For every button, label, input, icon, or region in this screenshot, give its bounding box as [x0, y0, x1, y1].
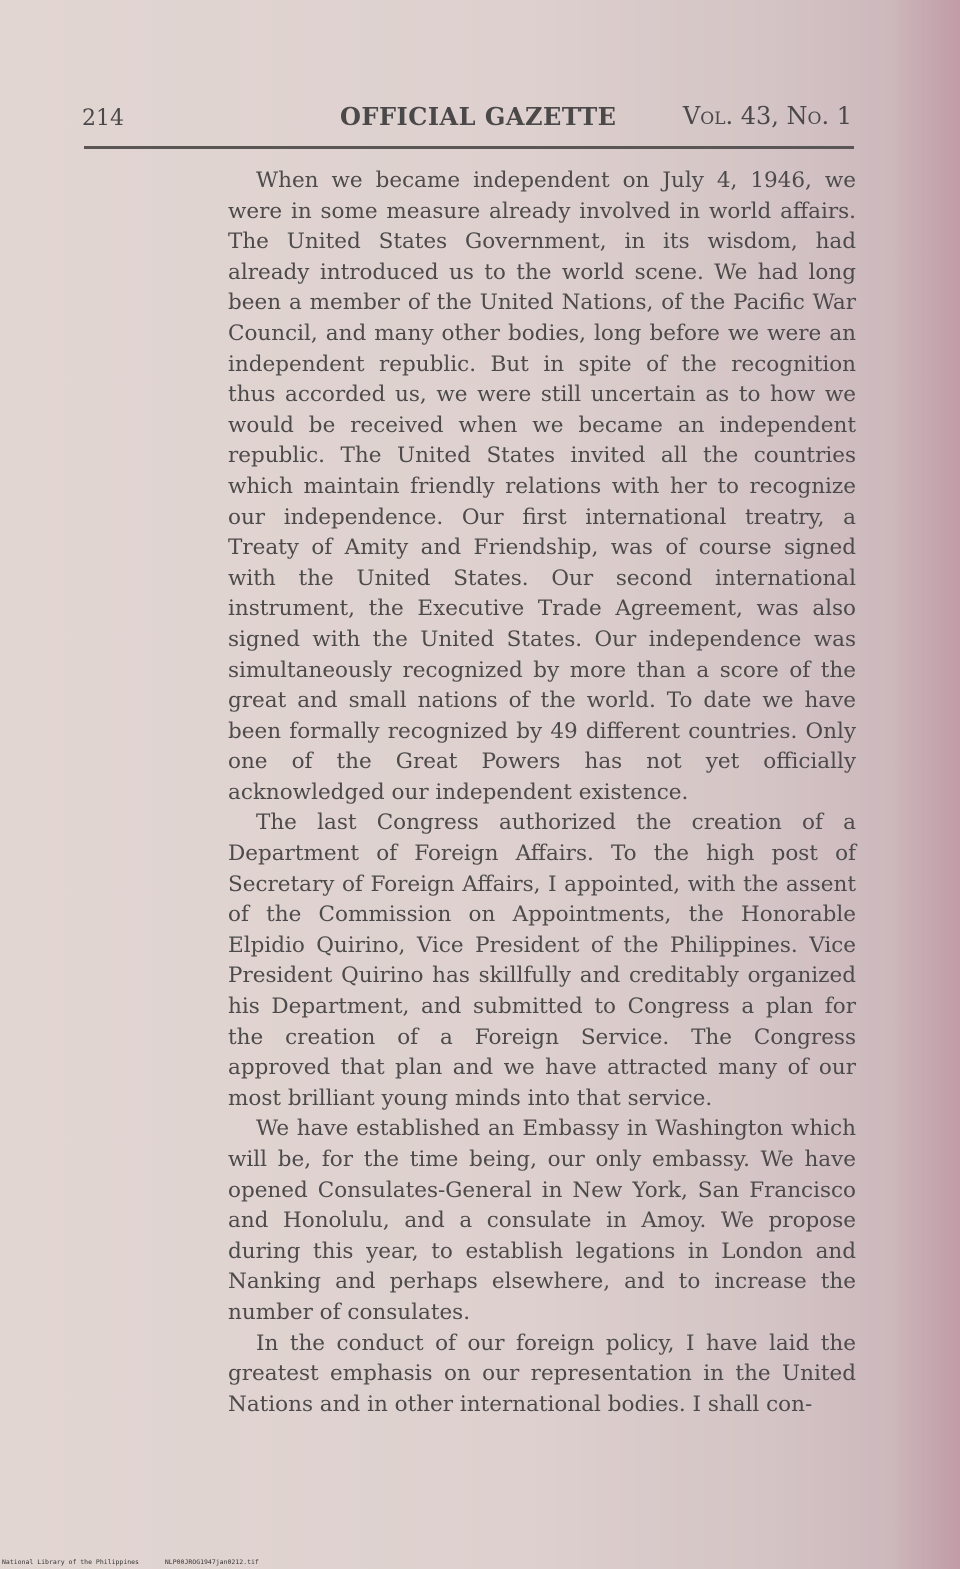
paragraph-foreign-affairs: The last Congress authorized the creation of a Department of Foreign Affairs. To the high post of Secretary of Foreign Affairs, I appointed, with the assent of the Commission on Appointments, the Honorable Elpidio Quirino, Vice President of the Philippines. Vice President Quirino has skillfully and creditably organized his Department, and submitted to Congress a plan for the creation of a Foreign Service. The Congress approved that plan and we have attracted many of our most brilliant young minds into that service.: [228, 810, 856, 1111]
scan-filename: NLP00JROG1947jan0212.tif: [164, 1558, 259, 1566]
publication-title: OFFICIAL GAZETTE: [340, 102, 617, 131]
article-body: [228, 166, 856, 1420]
scan-footer: [2, 1558, 281, 1566]
header-rule: [84, 146, 854, 149]
paragraph-embassy: We have established an Embassy in Washington which will be, for the time being, our only embassy. We have opened Consulates-General in New York, San Francisco and Honolulu, and a consulate in Amoy. We propose during this year, to establish legations in London and Nanking and perhaps elsewhere, and to increase the number of consulates.: [228, 1116, 856, 1325]
paragraph-foreign-policy: In the conduct of our foreign policy, I have laid the greatest emphasis on our representation in the United Nations and in other international bodies. I shall con-: [228, 1330, 856, 1417]
page-number: 214: [82, 106, 124, 131]
paragraph-independence: When we became independent on July 4, 1946, we were in some measure already involved in world affairs. The United States Government, in its wisdom, had already introduced us to the world scene. We had long been a member of the United Nations, of the Pacific War Council, and many other bodies, long before we were an independent republic. But in spite of the recognition thus accorded us, we were still uncertain as to how we would be received when we became an independent republic. The United States invited all the countries which maintain friendly relations with her to recognize our independence. Our first international treatry, a Treaty of Amity and Friendship, was of course signed with the United States. Our second international instrument, the Executive Trade Agreement, was also signed with the United States. Our independence was simultaneously recognized by more than a score of the great and small nations of the world. To date we have been formally recognized by 49 different countries. Only one of the Great Powers has not yet officially acknowledged our independent existence.: [228, 168, 856, 805]
page-edge-shading: [890, 0, 960, 1569]
volume-issue: Vol. 43, No. 1: [682, 102, 852, 130]
library-credit: National Library of the Philippines: [2, 1558, 139, 1566]
page-header: [82, 100, 852, 140]
